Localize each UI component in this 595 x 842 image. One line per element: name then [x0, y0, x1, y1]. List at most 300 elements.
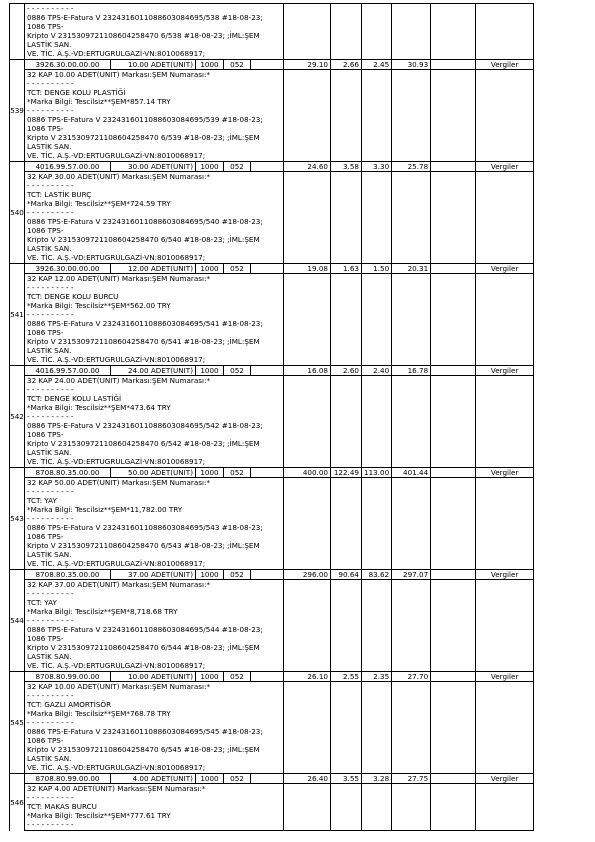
blank-cell — [476, 478, 534, 570]
blank-cell — [362, 274, 392, 366]
description-line: 32 KAP 37.00 ADET(UNIT) Markası:ŞEM Numarası:* — [27, 580, 211, 589]
blank-cell — [431, 774, 476, 784]
value-2-cell — [331, 468, 362, 478]
value-1-cell — [284, 468, 331, 478]
value-1: 296.00 — [302, 570, 328, 579]
value-3-cell — [362, 264, 392, 274]
description-line: 32 KAP 4.00 ADET(UNIT) Markası:ŞEM Numarası:* — [27, 784, 206, 793]
description-line: TCT: LASTİK BURÇ — [27, 190, 92, 199]
code-1000-cell — [196, 162, 224, 172]
taxes-label-cell — [476, 264, 534, 274]
gtip-code-cell — [25, 264, 111, 274]
description-line: - - - - - - - - - - — [27, 487, 74, 496]
blank-cell — [431, 672, 476, 682]
value-4: 20.31 — [407, 264, 429, 273]
description-line: TCT: DENGE KOLU PLASTİĞİ — [27, 88, 126, 97]
blank-cell — [331, 70, 362, 162]
value-4-cell — [392, 162, 431, 172]
code-052-cell — [224, 672, 251, 682]
code-1000-cell — [196, 672, 224, 682]
value-4: 16.78 — [407, 366, 429, 375]
description-line: TCT: DENGE KOLU LASTİĞİ — [27, 394, 122, 403]
quantity: 30.00 ADET(UNIT) — [128, 162, 193, 171]
blank-cell — [251, 570, 284, 580]
blank-cell — [331, 478, 362, 570]
taxes-label: Vergiler — [490, 672, 519, 681]
item-description-cell — [25, 70, 284, 162]
description-line: TCT: MAKAS BURCU — [27, 802, 97, 811]
blank-cell — [331, 682, 362, 774]
item-header-row — [10, 774, 534, 784]
description-line: Kripto V 2315309721108604258470 6/538 #18-08-23; ;İML:ŞEM LASTİK SAN. — [27, 31, 260, 49]
taxes-label: Vergiler — [490, 774, 519, 783]
description-line: - - - - - - - - - - — [27, 514, 74, 523]
value-4-cell — [392, 60, 431, 70]
value-2-cell — [331, 60, 362, 70]
description-line: 32 KAP 24.00 ADET(UNIT) Markası:ŞEM Numarası:* — [27, 376, 211, 385]
description-line: *Marka Bilgi: Tescilsiz**ŞEM*473.64 TRY — [27, 403, 171, 412]
taxes-label: Vergiler — [490, 264, 519, 273]
description-line: - - - - - - - - - - — [27, 385, 74, 394]
gtip-code: 8708.80.99.00.00 — [35, 774, 100, 783]
taxes-label: Vergiler — [490, 468, 519, 477]
blank-cell — [284, 70, 331, 162]
quantity: 10.00 ADET(UNIT) — [128, 60, 193, 69]
description-line: - - - - - - - - - - — [27, 4, 74, 13]
item-header-row — [10, 366, 534, 376]
description-line: TCT: DENGE KOLU BURCU — [27, 292, 119, 301]
item-description-cell — [25, 580, 284, 672]
blank-cell — [392, 784, 431, 831]
description-line: 0886 TPS-E-Fatura V 2324316011088603084695/544 #18-08-23; 1086 TPS- — [27, 625, 263, 643]
quantity: 37.00 ADET(UNIT) — [128, 570, 193, 579]
item-description-row — [10, 376, 534, 468]
item-description-row — [10, 682, 534, 774]
item-number-cell — [10, 264, 25, 366]
value-1: 26.10 — [307, 672, 328, 681]
description-line: - - - - - - - - - - — [27, 310, 74, 319]
description-line: Kripto V 2315309721108604258470 6/544 #18-08-23; ;İML:ŞEM LASTİK SAN. — [27, 643, 260, 661]
taxes-label: Vergiler — [490, 162, 519, 171]
item-description-row — [10, 478, 534, 570]
value-3: 83.62 — [368, 570, 390, 579]
value-2-cell — [331, 774, 362, 784]
gtip-code-cell — [25, 468, 111, 478]
item-header-row — [10, 570, 534, 580]
item-number-cell — [10, 570, 25, 672]
value-4: 297.07 — [403, 570, 429, 579]
code-1000: 1000 — [200, 264, 219, 273]
item-number-cell — [10, 468, 25, 570]
code-1000-cell — [196, 366, 224, 376]
item-number-cell — [10, 672, 25, 774]
item-description-row — [10, 172, 534, 264]
item-number: 541 — [10, 310, 24, 319]
quantity-cell — [111, 774, 196, 784]
blank-cell — [476, 376, 534, 468]
value-2: 2.66 — [342, 60, 359, 69]
item-header-row — [10, 672, 534, 682]
description-line: - - - - - - - - - - — [27, 691, 74, 700]
description-line: - - - - - - - - - - — [27, 106, 74, 115]
code-052: 052 — [230, 774, 244, 783]
code-052: 052 — [230, 60, 244, 69]
code-1000-cell — [196, 264, 224, 274]
gtip-code: 4016.99.57.00.00 — [35, 366, 100, 375]
value-2: 122.49 — [333, 468, 359, 477]
taxes-label-cell — [476, 570, 534, 580]
taxes-label-cell — [476, 774, 534, 784]
blank-cell — [431, 70, 476, 162]
description-line: 0886 TPS-E-Fatura V 2324316011088603084695/540 #18-08-23; 1086 TPS- — [27, 217, 263, 235]
quantity-cell — [111, 264, 196, 274]
taxes-label: Vergiler — [490, 60, 519, 69]
item-description-cell — [25, 172, 284, 264]
value-1: 26.40 — [307, 774, 328, 783]
description-line: VE. TİC. A.Ş.-VD:ERTUGRULGAZİ-VN:8010068917; — [27, 457, 206, 466]
item-number-cell — [10, 774, 25, 831]
description-line: VE. TİC. A.Ş.-VD:ERTUGRULGAZİ-VN:8010068917; — [27, 763, 206, 772]
blank-cell — [431, 468, 476, 478]
description-line: VE. TİC. A.Ş.-VD:ERTUGRULGAZİ-VN:8010068917; — [27, 253, 206, 262]
description-line: TCT: GAZLI AMORTİSÖR — [27, 700, 112, 709]
blank-cell — [284, 682, 331, 774]
value-1: 400.00 — [302, 468, 328, 477]
blank-cell — [251, 774, 284, 784]
quantity: 10.00 ADET(UNIT) — [128, 672, 193, 681]
value-2-cell — [331, 162, 362, 172]
blank-cell — [476, 682, 534, 774]
code-052: 052 — [230, 570, 244, 579]
quantity-cell — [111, 60, 196, 70]
quantity: 50.00 ADET(UNIT) — [128, 468, 193, 477]
description-line: 0886 TPS-E-Fatura V 2324316011088603084695/543 #18-08-23; 1086 TPS- — [27, 523, 263, 541]
blank-cell — [431, 478, 476, 570]
item-header-row — [10, 468, 534, 478]
blank-cell — [251, 672, 284, 682]
item-number-cell — [10, 366, 25, 468]
item-description-cell — [25, 274, 284, 366]
blank-cell — [431, 264, 476, 274]
quantity-cell — [111, 468, 196, 478]
quantity: 12.00 ADET(UNIT) — [128, 264, 193, 273]
value-3-cell — [362, 366, 392, 376]
blank-cell — [476, 4, 534, 60]
item-description-row — [10, 274, 534, 366]
blank-cell — [476, 172, 534, 264]
taxes-label-cell — [476, 468, 534, 478]
value-3-cell — [362, 162, 392, 172]
value-2: 90.64 — [338, 570, 359, 579]
code-052-cell — [224, 60, 251, 70]
description-line: 0886 TPS-E-Fatura V 2324316011088603084695/545 #18-08-23; 1086 TPS- — [27, 727, 263, 745]
code-1000: 1000 — [200, 570, 219, 579]
gtip-code: 3926.30.00.00.00 — [35, 60, 100, 69]
blank-cell — [476, 580, 534, 672]
item-number: 540 — [10, 208, 24, 217]
description-line: TCT: YAY — [27, 496, 57, 505]
gtip-code: 8708.80.35.00.00 — [35, 468, 100, 477]
description-line: VE. TİC. A.Ş.-VD:ERTUGRULGAZİ-VN:8010068917; — [27, 661, 206, 670]
description-line: - - - - - - - - - - — [27, 79, 74, 88]
blank-cell — [392, 376, 431, 468]
value-3: 2.35 — [373, 672, 390, 681]
description-line: - - - - - - - - - - — [27, 589, 74, 598]
item-description-cell — [25, 784, 284, 831]
item-header-row — [10, 60, 534, 70]
value-3: 2.45 — [373, 60, 390, 69]
value-3: 3.28 — [373, 774, 390, 783]
value-2-cell — [331, 570, 362, 580]
code-1000-cell — [196, 774, 224, 784]
value-4: 25.78 — [407, 162, 429, 171]
value-2: 1.63 — [342, 264, 359, 273]
top-fragment-row — [10, 4, 534, 60]
code-1000: 1000 — [200, 366, 219, 375]
code-052: 052 — [230, 366, 244, 375]
code-052-cell — [224, 366, 251, 376]
item-number: 539 — [10, 106, 24, 115]
blank-cell — [284, 274, 331, 366]
blank-cell — [284, 478, 331, 570]
code-1000-cell — [196, 570, 224, 580]
value-3: 1.50 — [373, 264, 390, 273]
blank-cell — [476, 784, 534, 831]
value-3-cell — [362, 60, 392, 70]
gtip-code-cell — [25, 672, 111, 682]
gtip-code-cell — [25, 366, 111, 376]
description-line: Kripto V 2315309721108604258470 6/541 #18-08-23; ;İML:ŞEM LASTİK SAN. — [27, 337, 260, 355]
description-line: - - - - - - - - - - — [27, 181, 74, 190]
blank-cell — [362, 784, 392, 831]
blank-cell — [251, 366, 284, 376]
code-052: 052 — [230, 162, 244, 171]
quantity-cell — [111, 570, 196, 580]
code-052-cell — [224, 570, 251, 580]
blank-cell — [392, 70, 431, 162]
blank-cell — [392, 4, 431, 60]
description-line: 0886 TPS-E-Fatura V 2324316011088603084695/538 #18-08-23; 1086 TPS- — [27, 13, 263, 31]
description-line: VE. TİC. A.Ş.-VD:ERTUGRULGAZİ-VN:8010068917; — [27, 49, 206, 58]
value-4-cell — [392, 570, 431, 580]
value-4-cell — [392, 774, 431, 784]
blank-cell — [431, 366, 476, 376]
blank-cell — [284, 4, 331, 60]
value-4-cell — [392, 468, 431, 478]
description-line: *Marka Bilgi: Tescilsiz**ŞEM*724.59 TRY — [27, 199, 171, 208]
item-description-cell — [25, 478, 284, 570]
blank-cell — [362, 4, 392, 60]
value-2: 3.55 — [342, 774, 359, 783]
gtip-code: 4016.99.57.00.00 — [35, 162, 100, 171]
value-3-cell — [362, 468, 392, 478]
value-1-cell — [284, 162, 331, 172]
value-4: 27.75 — [407, 774, 429, 783]
description-line: *Marka Bilgi: Tescilsiz**ŞEM*768.78 TRY — [27, 709, 171, 718]
description-line: 0886 TPS-E-Fatura V 2324316011088603084695/539 #18-08-23; 1086 TPS- — [27, 115, 263, 133]
description-line: 32 KAP 12.00 ADET(UNIT) Markası:ŞEM Numarası:* — [27, 274, 211, 283]
value-1: 19.08 — [307, 264, 328, 273]
blank-cell — [431, 60, 476, 70]
value-4: 30.93 — [407, 60, 429, 69]
value-2: 2.55 — [342, 672, 359, 681]
value-3: 3.30 — [373, 162, 390, 171]
description-line: Kripto V 2315309721108604258470 6/543 #18-08-23; ;İML:ŞEM LASTİK SAN. — [27, 541, 260, 559]
code-1000-cell — [196, 468, 224, 478]
blank-cell — [431, 580, 476, 672]
code-1000: 1000 — [200, 774, 219, 783]
taxes-label-cell — [476, 672, 534, 682]
value-1-cell — [284, 672, 331, 682]
blank-cell — [284, 784, 331, 831]
description-line: *Marka Bilgi: Tescilsiz**ŞEM*8,718.68 TRY — [27, 607, 178, 616]
blank-cell — [331, 580, 362, 672]
blank-cell — [431, 784, 476, 831]
code-052: 052 — [230, 468, 244, 477]
item-header-row — [10, 264, 534, 274]
code-1000: 1000 — [200, 162, 219, 171]
blank-cell — [362, 70, 392, 162]
code-052-cell — [224, 264, 251, 274]
blank-cell — [362, 172, 392, 264]
taxes-label-cell — [476, 366, 534, 376]
value-3: 113.00 — [364, 468, 390, 477]
gtip-code: 3926.30.00.00.00 — [35, 264, 100, 273]
blank-cell — [431, 376, 476, 468]
code-1000: 1000 — [200, 672, 219, 681]
value-4: 401.44 — [403, 468, 429, 477]
description-line: *Marka Bilgi: Tescilsiz**ŞEM*11,782.00 TRY — [27, 505, 183, 514]
value-1: 29.10 — [307, 60, 328, 69]
description-line: *Marka Bilgi: Tescilsiz**ŞEM*857.14 TRY — [27, 97, 171, 106]
description-line: 0886 TPS-E-Fatura V 2324316011088603084695/541 #18-08-23; 1086 TPS- — [27, 319, 263, 337]
value-4-cell — [392, 264, 431, 274]
item-number: 546 — [10, 797, 24, 807]
value-1: 16.08 — [307, 366, 328, 375]
taxes-label: Vergiler — [490, 366, 519, 375]
gtip-code-cell — [25, 162, 111, 172]
blank-cell — [362, 580, 392, 672]
value-1-cell — [284, 366, 331, 376]
code-052-cell — [224, 162, 251, 172]
description-line: *Marka Bilgi: Tescilsiz**ŞEM*777.61 TRY — [27, 811, 171, 820]
blank-cell — [362, 682, 392, 774]
item-description-row — [10, 784, 534, 831]
blank-cell — [431, 682, 476, 774]
description-line: 0886 TPS-E-Fatura V 2324316011088603084695/542 #18-08-23; 1086 TPS- — [27, 421, 263, 439]
value-3: 2.40 — [373, 366, 390, 375]
quantity-cell — [111, 162, 196, 172]
blank-cell — [362, 376, 392, 468]
blank-cell — [331, 172, 362, 264]
description-line: VE. TİC. A.Ş.-VD:ERTUGRULGAZİ-VN:8010068917; — [27, 151, 206, 160]
item-number-cell — [10, 60, 25, 162]
code-1000: 1000 — [200, 468, 219, 477]
description-line: Kripto V 2315309721108604258470 6/545 #18-08-23; ;İML:ŞEM LASTİK SAN. — [27, 745, 260, 763]
quantity: 4.00 ADET(UNIT) — [132, 774, 193, 783]
blank-cell — [331, 784, 362, 831]
value-2: 3.58 — [342, 162, 359, 171]
description-line: TCT: YAY — [27, 598, 57, 607]
description-line: VE. TİC. A.Ş.-VD:ERTUGRULGAZİ-VN:8010068917; — [27, 355, 206, 364]
code-1000-cell — [196, 60, 224, 70]
item-number-cell — [10, 162, 25, 264]
code-1000: 1000 — [200, 60, 219, 69]
gtip-code: 8708.80.99.00.00 — [35, 672, 100, 681]
blank-cell — [251, 264, 284, 274]
description-line: Kripto V 2315309721108604258470 6/539 #18-08-23; ;İML:ŞEM LASTİK SAN. — [27, 133, 260, 151]
gtip-code-cell — [25, 774, 111, 784]
value-2-cell — [331, 366, 362, 376]
value-1-cell — [284, 570, 331, 580]
blank-cell — [476, 274, 534, 366]
item-number: 542 — [10, 412, 24, 421]
quantity: 24.00 ADET(UNIT) — [128, 366, 193, 375]
blank-cell — [392, 580, 431, 672]
taxes-label-cell — [476, 60, 534, 70]
blank-cell — [331, 274, 362, 366]
quantity-cell — [111, 672, 196, 682]
blank-cell — [284, 172, 331, 264]
blank-cell — [476, 70, 534, 162]
value-1: 24.60 — [307, 162, 328, 171]
description-line: 32 KAP 10.00 ADET(UNIT) Markası:ŞEM Numarası:* — [27, 682, 211, 691]
item-number: 544 — [10, 616, 24, 625]
value-2-cell — [331, 264, 362, 274]
blank-cell — [431, 4, 476, 60]
item-description-row — [10, 580, 534, 672]
code-052-cell — [224, 468, 251, 478]
blank-cell — [251, 60, 284, 70]
code-052-cell — [224, 774, 251, 784]
description-line: - - - - - - - - - - — [27, 718, 74, 727]
value-4-cell — [392, 672, 431, 682]
blank-cell — [431, 172, 476, 264]
blank-cell — [362, 478, 392, 570]
item-description-cell — [25, 4, 284, 60]
item-number: 543 — [10, 514, 24, 523]
description-line: *Marka Bilgi: Tescilsiz**ŞEM*562.00 TRY — [27, 301, 171, 310]
gtip-code: 8708.80.35.00.00 — [35, 570, 100, 579]
value-1-cell — [284, 774, 331, 784]
value-3-cell — [362, 570, 392, 580]
code-052: 052 — [230, 672, 244, 681]
item-description-cell — [25, 682, 284, 774]
description-line: - - - - - - - - - - — [27, 412, 74, 421]
blank-cell — [392, 274, 431, 366]
description-line: - - - - - - - - - - — [27, 820, 74, 829]
blank-cell — [392, 172, 431, 264]
description-line: Kripto V 2315309721108604258470 6/542 #18-08-23; ;İML:ŞEM LASTİK SAN. — [27, 439, 260, 457]
description-line: - - - - - - - - - - — [27, 616, 74, 625]
blank-cell — [284, 376, 331, 468]
value-3-cell — [362, 672, 392, 682]
blank-cell — [392, 478, 431, 570]
value-2: 2.60 — [342, 366, 359, 375]
value-2-cell — [331, 672, 362, 682]
gtip-code-cell — [25, 570, 111, 580]
blank-cell — [392, 682, 431, 774]
gtip-code-cell — [25, 60, 111, 70]
blank-cell — [431, 570, 476, 580]
item-number-cell — [10, 4, 25, 60]
description-line: 32 KAP 30.00 ADET(UNIT) Markası:ŞEM Numarası:* — [27, 172, 211, 181]
value-1-cell — [284, 60, 331, 70]
item-description-cell — [25, 376, 284, 468]
description-line: - - - - - - - - - - — [27, 793, 74, 802]
description-line: - - - - - - - - - - — [27, 283, 74, 292]
value-1-cell — [284, 264, 331, 274]
